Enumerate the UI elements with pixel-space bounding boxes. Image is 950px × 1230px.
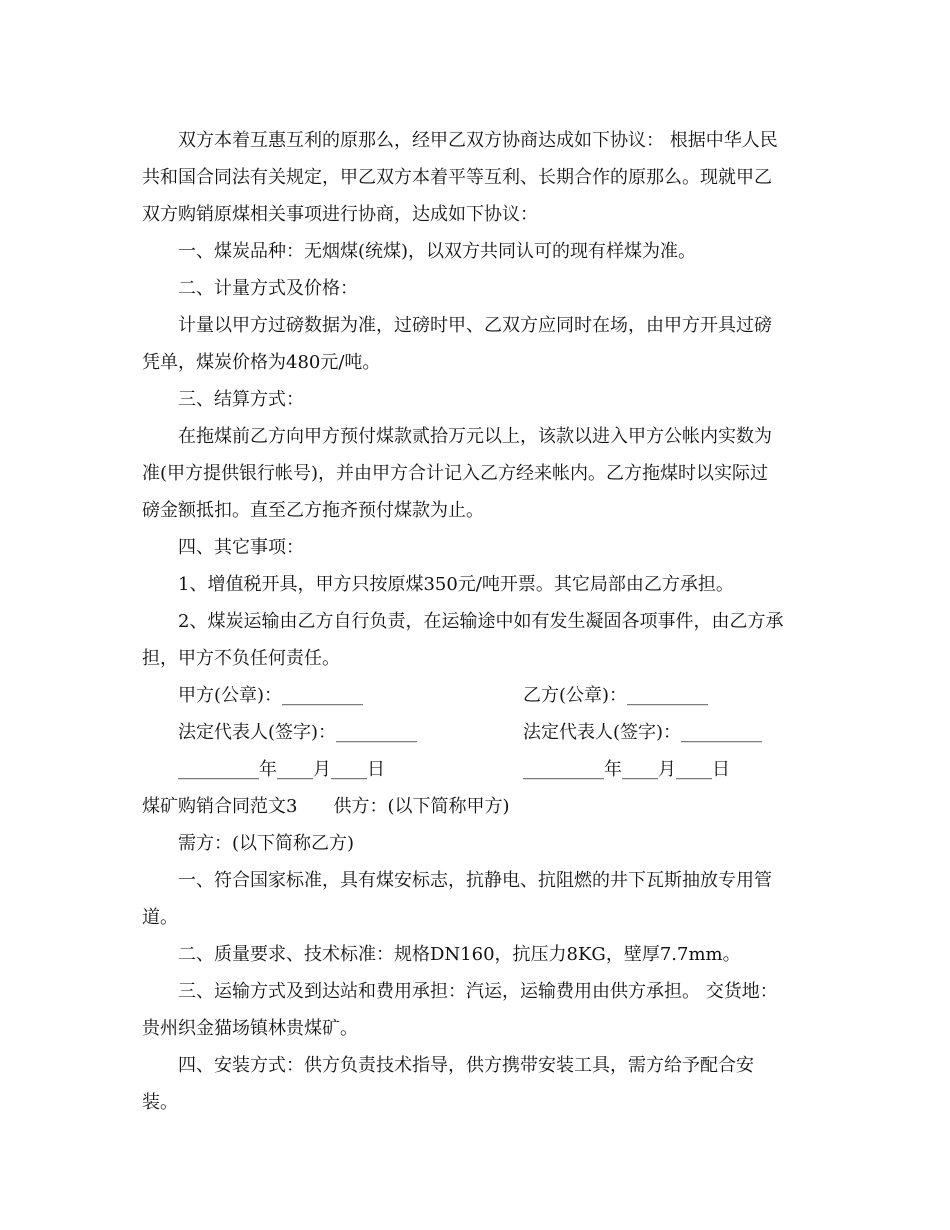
paragraph-line: 一、煤炭品种：无烟煤(统煤)，以双方共同认可的现有样煤为准。	[178, 241, 697, 262]
paragraph-line: 装。	[142, 1092, 178, 1113]
paragraph-line: 四、安装方式：供方负责技术指导，供方携带安装工具，需方给予配合安	[178, 1055, 754, 1076]
paragraph-line: 四、其它事项：	[178, 537, 304, 558]
section-title-line: 煤矿购销合同范文3 供方：(以下简称甲方)	[142, 796, 510, 817]
paragraph-line: 三、运输方式及到达站和费用承担：汽运，运输费用由供方承担。 交货地：	[178, 981, 778, 1002]
paragraph-line: 凭单，煤炭价格为480元/吨。	[142, 352, 381, 373]
party-b-representative-field: 法定代表人(签字)：_________	[523, 722, 763, 743]
paragraph-line: 磅金额抵扣。直至乙方拖齐预付煤款为止。	[142, 500, 484, 521]
paragraph-line: 1、增值税开具，甲方只按原煤350元/吨开票。其它局部由乙方承担。	[178, 574, 734, 595]
party-a-date-field: _________年____月____日	[178, 759, 385, 780]
party-a-representative-field: 法定代表人(签字)：_________	[178, 722, 418, 743]
paragraph-line: 三、结算方式：	[178, 389, 304, 410]
party-a-seal-field: 甲方(公章)：_________	[178, 685, 364, 706]
paragraph-line: 道。	[142, 907, 178, 928]
paragraph-line: 贵州织金猫场镇林贵煤矿。	[142, 1018, 358, 1039]
party-b-seal-field: 乙方(公章)：_________	[523, 685, 709, 706]
paragraph-line: 双方购销原煤相关事项进行协商，达成如下协议：	[142, 204, 538, 225]
paragraph-line: 二、计量方式及价格：	[178, 278, 358, 299]
paragraph-line: 计量以甲方过磅数据为准，过磅时甲、乙双方应同时在场，由甲方开具过磅	[178, 315, 772, 336]
paragraph-line: 二、质量要求、技术标准：规格DN160，抗压力8KG，壁厚7.7mm。	[178, 944, 741, 965]
paragraph-line: 双方本着互惠互利的原那么，经甲乙双方协商达成如下协议： 根据中华人民	[178, 130, 778, 151]
paragraph-line: 准(甲方提供银行帐号)，并由甲方合计记入乙方经来帐内。乙方拖煤时以实际过	[142, 463, 769, 484]
paragraph-line: 共和国合同法有关规定，甲乙双方本着平等互利、长期合作的原那么。现就甲乙	[142, 167, 772, 188]
paragraph-line: 在拖煤前乙方向甲方预付煤款贰拾万元以上，该款以进入甲方公帐内实数为	[178, 426, 772, 447]
paragraph-line: 2、煤炭运输由乙方自行负责，在运输途中如有发生凝固各项事件，由乙方承	[178, 611, 784, 632]
party-b-date-field: _________年____月____日	[523, 759, 730, 780]
paragraph-line: 一、符合国家标准，具有煤安标志，抗静电、抗阻燃的井下瓦斯抽放专用管	[178, 870, 772, 891]
paragraph-line: 需方：(以下简称乙方)	[178, 833, 355, 854]
paragraph-line: 担，甲方不负任何责任。	[142, 648, 340, 669]
